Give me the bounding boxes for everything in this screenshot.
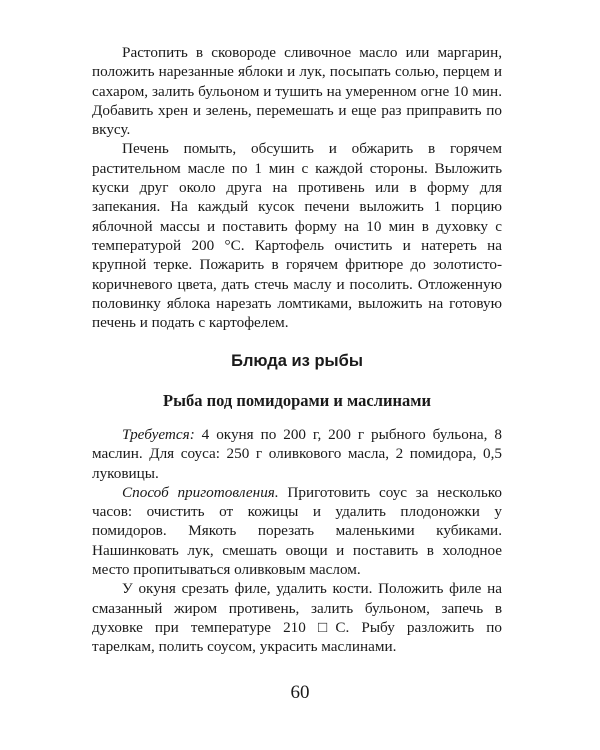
method-label: Способ приготовления. — [122, 483, 279, 501]
recipe-title: Рыба под помидорами и маслинами — [162, 391, 432, 410]
recipe-text-block — [92, 425, 502, 657]
page-number: 60 — [290, 682, 310, 703]
intro-text-block — [92, 43, 502, 332]
method-text: Приготовить соус за несколько часов: очистить от кожицы и удалить плодоножки у помидоров. Мякоть порезать маленькими кубиками. Нашинковать лук, смешать овощи и поставить в холодное место пропитываться оливковым маслом. — [92, 483, 502, 579]
ingredients-label: Требуется: — [122, 426, 195, 443]
intro-paragraph-2: Печень помыть, обсушить и обжарить в горячем растительном масле по 1 мин с каждой стороны. Выложить куски друг около друга на противень или в форму для запекания. На каждый кусок печени выложить 1 порцию яблочной массы и поставить форму на 10 мин в духовку с температурой 200 °С. Картофель очистить и натереть на крупной терке. Пожарить в горячем фритюре до золотисто-коричневого цвета, дать стечь маслу и посолить. Отложенную половинку яблока нарезать ломтиками, выложить на готовую печень и подать с картофелем. — [92, 140, 502, 332]
method-paragraph — [92, 483, 502, 579]
intro-paragraph-1: Растопить в сковороде сливочное масло или маргарин, положить нарезанные яблоки и лук, посыпать солью, перцем и сахаром, залить бульоном и тушить на умеренном огне 10 мин. Добавить хрен и зелень, перемешать и еще раз приправить по вкусу. — [92, 44, 502, 139]
ingredients-text: 4 окуня по 200 г, 200 г рыбного бульона, 8 маслин. Для соуса: 250 г оливкового масла, 2 помидора, 0,5 луковицы. — [92, 426, 502, 482]
section-heading: Блюда из рыбы — [231, 352, 363, 370]
final-paragraph: У окуня срезать филе, удалить кости. Положить филе на смазанный жиром противень, залить бульоном, запечь в духовке при температуре 210 □С. Рыбу разложить по тарелкам, полить соусом, украсить маслинами. — [92, 580, 502, 656]
ingredients-paragraph — [92, 425, 502, 483]
